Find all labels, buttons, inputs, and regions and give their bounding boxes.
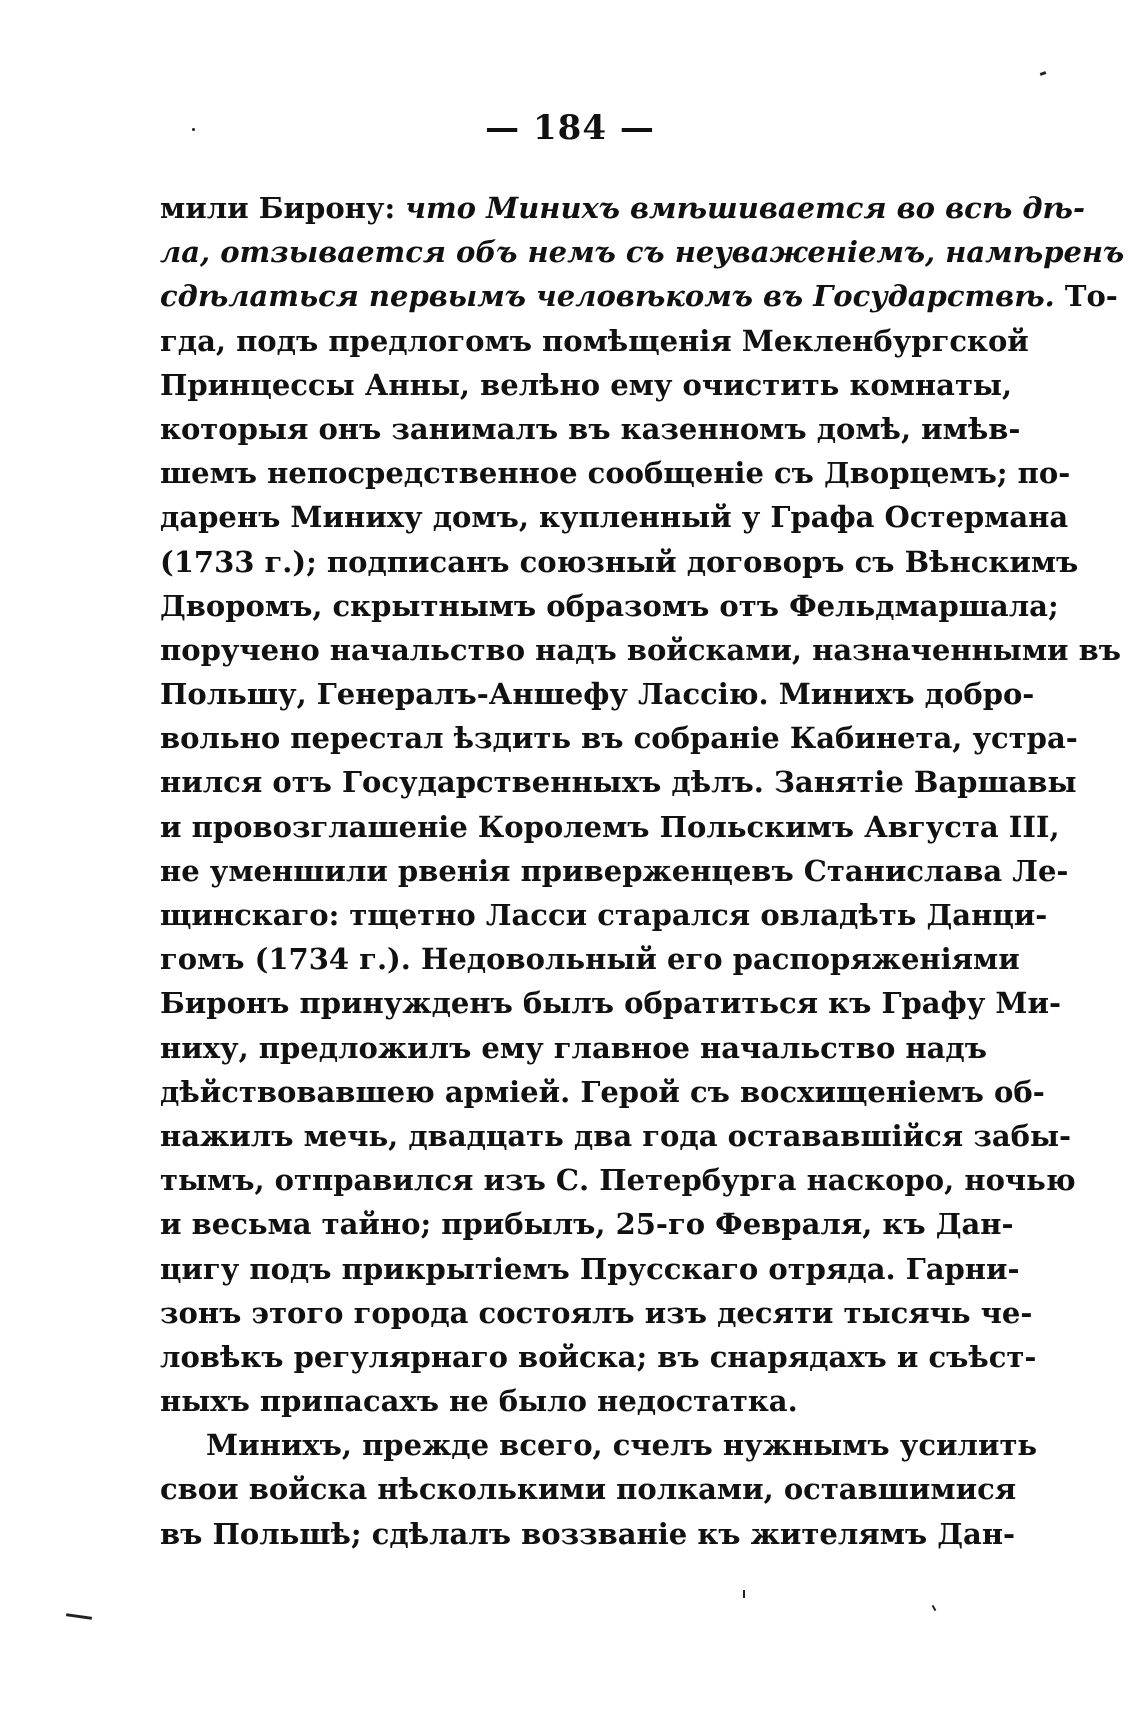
text-run: щинскаго: тщетно Ласси старался овладѣть Данци- (160, 898, 1048, 932)
text-line (160, 1114, 1072, 1158)
text-run: что Минихъ вмѣшивается во всѣ дѣ- (405, 191, 1086, 225)
text-line (160, 186, 1086, 230)
text-run: вольно перестал ѣздить въ собраніе Кабинета, устра- (160, 721, 1078, 756)
text-line (160, 628, 1122, 672)
text-run: То- (1054, 279, 1118, 314)
text-run: Польшу, Генералъ-Аншефу Лассію. Минихъ добро- (160, 677, 1035, 712)
text-run: зонъ этого города состоялъ изъ десяти тысячь че- (160, 1295, 1033, 1330)
text-line (160, 760, 1077, 804)
text-run: Минихъ, прежде всего, счелъ нужнымъ усилить (206, 1428, 1038, 1463)
text-run: гомъ (1734 г.). Недовольный его распоряженіями (160, 942, 1020, 977)
text-line (160, 1026, 987, 1070)
text-line (160, 1291, 1033, 1335)
text-run: цигу подъ прикрытіемъ Прусскаго отряда. Гарни- (160, 1251, 1020, 1286)
text-run: Биронъ принужденъ былъ обратиться къ Графу Ми- (160, 986, 1062, 1021)
text-line (160, 937, 1020, 981)
text-run: Принцессы Анны, велѣно ему очистить комнаты, (160, 367, 1013, 402)
text-run: не уменшили рвенія приверженцевъ Станислава Ле- (160, 853, 1069, 888)
text-run: и провозглашеніе Королемъ Польскимъ Августа III, (160, 809, 1060, 844)
text-run: въ Польшѣ; сдѣлалъ воззваніе къ жителямъ Дан- (160, 1516, 1016, 1551)
text-run: дѣйствовавшею арміей. Герой съ восхищеніемъ об- (160, 1074, 1045, 1109)
text-run: поручено начальство надъ войсками, назначенными въ (160, 632, 1122, 667)
text-line (160, 716, 1078, 760)
page-number: — 184 — (485, 108, 655, 148)
text-run: гда, подъ предлогомъ помѣщенія Мекленбургской (160, 323, 1029, 358)
text-line (160, 1379, 975, 1423)
text-run: ниху, предложилъ ему главное начальство надъ (160, 1030, 987, 1065)
text-line (160, 274, 1118, 318)
text-line (160, 363, 1013, 407)
text-line (160, 1070, 1045, 1114)
scan-speck (66, 1613, 92, 1620)
text-run: ныхъ припасахъ не было недостатка. (160, 1384, 798, 1419)
text-run: даренъ Миниху домъ, купленный у Графа Остермана (160, 500, 1069, 535)
text-line (160, 893, 1048, 937)
text-line (160, 407, 1021, 451)
text-run: свои войска нѣсколькими полками, оставшимися (160, 1472, 1017, 1507)
text-line (160, 1467, 1017, 1511)
text-line (160, 1423, 1038, 1467)
text-run: ла, отзывается объ немъ съ неуваженіемъ, намѣренъ (160, 235, 1125, 270)
text-run: нился отъ Государственныхъ дѣлъ. Занятіе Варшавы (160, 765, 1077, 800)
scan-speck (743, 1590, 745, 1598)
text-run: ловѣкъ регулярнаго войска; въ снарядахъ и съѣст- (160, 1339, 1037, 1374)
scan-speck (1040, 71, 1047, 76)
text-run: (1733 г.); подписанъ союзный договоръ съ Вѣнскимъ (160, 544, 1079, 579)
text-line (160, 540, 1079, 584)
text-line (160, 230, 1125, 274)
text-run: нажилъ мечь, двадцать два года остававшійся забы- (160, 1118, 1072, 1153)
text-line (160, 1202, 1014, 1246)
text-line (160, 1512, 1016, 1556)
scan-speck (932, 1605, 937, 1611)
text-line (160, 805, 1060, 849)
text-line (160, 495, 1069, 539)
text-line (160, 1247, 1020, 1291)
text-line (160, 849, 1069, 893)
body-text (160, 186, 1125, 1556)
text-run: которыя онъ занималъ въ казенномъ домѣ, имѣв- (160, 411, 1021, 446)
text-line (160, 584, 1059, 628)
text-line (160, 319, 1029, 363)
text-line (160, 672, 1035, 716)
text-run: и весьма тайно; прибылъ, 25-го Февраля, къ Дан- (160, 1207, 1014, 1242)
text-run: шемъ непосредственное сообщеніе съ Дворцемъ; по- (160, 456, 1071, 491)
text-line (160, 451, 1071, 495)
text-run: тымъ, отправился изъ С. Петербурга наскоро, ночью (160, 1163, 1076, 1198)
text-line (160, 1335, 1037, 1379)
text-run: мили Бирону: (160, 191, 406, 225)
scan-speck (192, 128, 195, 131)
text-line (160, 1158, 1076, 1202)
text-run: сдѣлаться первымъ человѣкомъ въ Государствѣ. (160, 279, 1055, 314)
text-run: Дворомъ, скрытнымъ образомъ отъ Фельдмаршала; (160, 588, 1059, 623)
text-line (160, 981, 1062, 1025)
